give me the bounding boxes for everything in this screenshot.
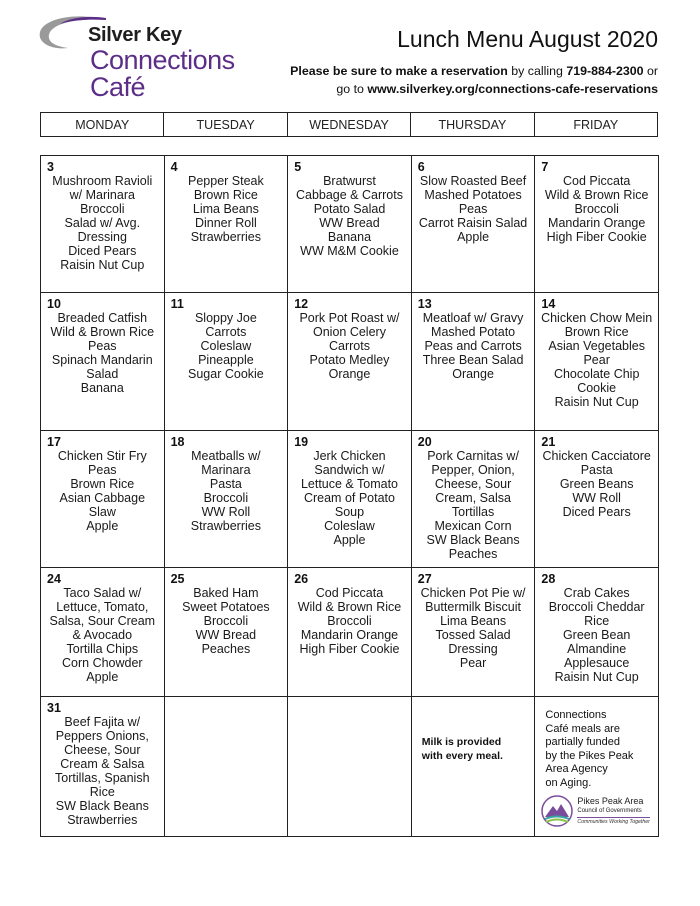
menu-item: Taco Salad w/ — [63, 586, 142, 600]
weekday-header — [40, 112, 658, 137]
menu-item: Cookie — [577, 381, 617, 395]
milk-note-cell — [412, 697, 536, 837]
menu-item: Pork Carnitas w/ — [427, 449, 519, 463]
menu-item: Sweet Potatoes — [182, 600, 270, 614]
ppacg-logo — [541, 793, 653, 831]
day-number: 20 — [417, 435, 432, 449]
empty-day-cell — [165, 697, 289, 837]
menu-item: Pear — [459, 656, 487, 670]
menu-item: Mushroom Ravioli — [52, 174, 153, 188]
menu-item: WW Bread — [195, 628, 257, 642]
day-number: 4 — [170, 160, 178, 174]
day-cell — [412, 293, 536, 431]
menu-item: Brown Rice — [193, 188, 258, 202]
menu-item: Dinner Roll — [194, 216, 257, 230]
menu-item: Cheese, Sour — [434, 477, 512, 491]
day-cell — [41, 293, 165, 431]
menu-item: Raisin Nut Cup — [554, 395, 639, 409]
menu-items — [168, 586, 285, 656]
day-number: 14 — [541, 297, 556, 311]
menu-item: Green Beans — [559, 477, 634, 491]
menu-item: Buttermilk Biscuit — [425, 600, 521, 614]
menu-item: Carrots — [328, 339, 370, 353]
menu-item: Jerk Chicken — [313, 449, 386, 463]
menu-item: Salad — [86, 367, 119, 381]
day-cell — [412, 431, 536, 568]
menu-item: Raisin Nut Cup — [60, 258, 145, 272]
logo-name-line1: Connections — [90, 45, 235, 75]
menu-item: Mandarin Orange — [548, 216, 646, 230]
menu-item: Pasta — [580, 463, 613, 477]
menu-item: Lima Beans — [192, 202, 259, 216]
menu-item: Spinach Mandarin — [51, 353, 153, 367]
day-number: 11 — [170, 297, 184, 311]
menu-item: Corn Chowder — [62, 656, 143, 670]
week-row — [41, 697, 659, 837]
menu-item: Chicken Cacciatore — [542, 449, 651, 463]
menu-item: Asian Cabbage — [59, 491, 146, 505]
funding-line: Area Agency — [545, 763, 608, 775]
menu-item: WW Bread — [319, 216, 380, 230]
menu-item: Peas — [88, 339, 117, 353]
weekday-friday: FRIDAY — [573, 118, 619, 132]
menu-item: WW M&M Cookie — [300, 244, 399, 258]
funding-line: on Aging. — [545, 776, 592, 789]
day-number: 27 — [417, 572, 432, 586]
menu-item: Wild & Brown Rice — [50, 325, 155, 339]
menu-item: Cream & Salsa — [60, 757, 145, 771]
menu-items — [415, 586, 532, 670]
day-cell — [535, 568, 659, 697]
menu-item: Orange — [328, 367, 371, 381]
funding-line: Connections — [545, 709, 607, 721]
menu-items — [538, 311, 655, 409]
ppacg-name: Pikes Peak Area — [577, 796, 644, 806]
menu-item: Tossed Salad — [435, 628, 511, 642]
funding-line: by the Pikes Peak — [545, 749, 634, 762]
day-cell — [412, 568, 536, 697]
menu-item: Beef Fajita w/ — [64, 715, 141, 729]
menu-item: High Fiber Cookie — [299, 642, 400, 656]
reservation-bold: Please be sure to make a reservation — [290, 64, 508, 78]
menu-item: Carrots — [205, 325, 247, 339]
menu-items — [538, 449, 655, 519]
menu-item: Diced Pears — [68, 244, 137, 258]
weekday-tuesday: TUESDAY — [164, 113, 287, 136]
day-cell — [165, 293, 289, 431]
menu-item: Coleslaw — [324, 519, 375, 533]
day-number: 31 — [47, 701, 61, 715]
silver-key-logo — [38, 14, 268, 100]
funding-line: partially funded — [545, 736, 620, 748]
menu-item: Cod Piccata — [315, 586, 384, 600]
day-number: 28 — [541, 572, 556, 586]
ppacg-subtitle: Council of Governments — [577, 808, 642, 814]
reservation-text3: go to — [336, 82, 368, 96]
menu-item: Brown Rice — [564, 325, 629, 339]
menu-item: Marinara — [201, 463, 251, 477]
menu-item: Meatloaf w/ Gravy — [422, 311, 524, 325]
day-cell — [288, 431, 412, 568]
milk-note-line: with every meal. — [421, 750, 503, 762]
day-cell — [288, 156, 412, 293]
menu-item: Chicken Pot Pie w/ — [420, 586, 526, 600]
menu-item: Peas — [458, 202, 488, 216]
menu-item: Cream, Salsa — [435, 491, 511, 505]
menu-items — [415, 311, 532, 381]
menu-items — [168, 311, 285, 381]
menu-item: Asian Vegetables — [548, 339, 645, 353]
menu-item: Broccoli — [327, 614, 372, 628]
day-number: 12 — [294, 297, 309, 311]
menu-item: Dressing — [448, 642, 498, 656]
menu-item: Baked Ham — [193, 586, 259, 600]
day-cell — [41, 697, 165, 837]
menu-item: & Avocado — [72, 628, 133, 642]
menu-item: Meatballs w/ — [191, 449, 261, 463]
menu-item: Bratwurst — [323, 174, 376, 188]
funding-note — [545, 709, 653, 790]
menu-item: Chocolate Chip — [553, 367, 640, 381]
menu-item: Salsa, Sour Cream — [49, 614, 156, 628]
day-number: 18 — [170, 435, 185, 449]
menu-items — [415, 449, 532, 561]
menu-item: Raisin Nut Cup — [554, 670, 639, 684]
menu-items — [291, 586, 408, 656]
menu-item: Diced Pears — [562, 505, 631, 519]
menu-item: Cream of Potato — [303, 491, 395, 505]
menu-item: Wild & Brown Rice — [544, 188, 649, 202]
menu-item: Chicken Stir Fry — [57, 449, 147, 463]
menu-item: Coleslaw — [200, 339, 252, 353]
ppacg-mountain-icon — [541, 795, 573, 827]
menu-items — [44, 715, 161, 827]
menu-item: Sandwich w/ — [314, 463, 385, 477]
day-number: 10 — [47, 297, 61, 311]
menu-item: Pasta — [209, 477, 242, 491]
menu-item: Pepper Steak — [188, 174, 264, 188]
reservation-text2: or — [643, 64, 658, 78]
menu-item: Slow Roasted Beef — [419, 174, 527, 188]
day-number: 24 — [47, 572, 61, 586]
menu-item: Crab Cakes — [563, 586, 630, 600]
day-number: 21 — [541, 435, 556, 449]
menu-item: Mandarin Orange — [300, 628, 399, 642]
day-cell — [41, 156, 165, 293]
menu-item: Strawberries — [190, 230, 261, 244]
menu-item: Sugar Cookie — [188, 367, 264, 381]
menu-item: Apple — [86, 519, 119, 533]
weekday-monday: MONDAY — [41, 113, 164, 136]
milk-note-line: Milk is provided — [421, 736, 502, 748]
menu-item: Banana — [327, 230, 372, 244]
day-cell — [41, 431, 165, 568]
menu-item: Three Bean Salad — [422, 353, 524, 367]
day-number: 5 — [294, 160, 302, 174]
menu-item: SW Black Beans — [426, 533, 520, 547]
menu-item: Apple — [333, 533, 366, 547]
day-number: 3 — [47, 160, 54, 174]
menu-item: Tortillas, Spanish — [55, 771, 150, 785]
menu-item: Broccoli — [203, 491, 249, 505]
menu-item: Pork Pot Roast w/ — [299, 311, 400, 325]
menu-item: Chicken Chow Mein — [541, 311, 653, 325]
menu-item: Brown Rice — [70, 477, 135, 491]
day-number: 25 — [170, 572, 185, 586]
menu-item: Orange — [452, 367, 494, 381]
menu-item: Cabbage & Carrots — [295, 188, 403, 202]
day-number: 7 — [541, 160, 549, 174]
menu-item: Dressing — [77, 230, 127, 244]
menu-item: Sloppy Joe — [194, 311, 257, 325]
menu-item: Carrot Raisin Salad — [418, 216, 528, 230]
day-cell — [41, 568, 165, 697]
menu-item: Apple — [86, 670, 119, 684]
menu-item: Lima Beans — [440, 614, 507, 628]
menu-items — [168, 174, 285, 244]
reservation-url[interactable]: www.silverkey.org/connections-cafe-reservations — [367, 82, 658, 96]
menu-item: Broccoli — [80, 202, 125, 216]
day-cell — [165, 431, 289, 568]
menu-item: Pineapple — [198, 353, 254, 367]
menu-item: Broccoli — [574, 202, 619, 216]
ppacg-tagline: Communities Working Together — [577, 819, 650, 825]
menu-item: Pepper, Onion, — [431, 463, 515, 477]
menu-items — [44, 174, 161, 272]
menu-item: Strawberries — [190, 519, 261, 533]
menu-item: Peaches — [201, 642, 251, 656]
menu-items — [291, 449, 408, 547]
funding-line: Café meals are — [545, 722, 620, 735]
menu-item: Tortillas — [451, 505, 495, 519]
menu-item: Apple — [457, 230, 490, 244]
menu-item: Broccoli — [203, 614, 249, 628]
menu-items — [168, 449, 285, 533]
day-cell — [288, 293, 412, 431]
phone-number: 719-884-2300 — [566, 64, 644, 78]
menu-items — [291, 174, 408, 258]
menu-item: Pear — [583, 353, 610, 367]
menu-item: WW Roll — [572, 491, 621, 505]
menu-item: Mashed Potatoes — [424, 188, 522, 202]
menu-items — [538, 586, 655, 684]
menu-item: Applesauce — [564, 656, 630, 670]
day-cell — [165, 156, 289, 293]
week-row — [41, 293, 659, 431]
day-number: 13 — [417, 297, 432, 311]
menu-item: Potato Medley — [309, 353, 390, 367]
menu-item: w/ Marinara — [69, 188, 135, 202]
menu-item: Almandine — [567, 642, 627, 656]
menu-item: Mashed Potato — [431, 325, 516, 339]
menu-item: Banana — [80, 381, 124, 395]
week-row — [41, 431, 659, 568]
menu-items — [291, 311, 408, 381]
menu-item: Mexican Corn — [434, 519, 512, 533]
menu-item: Cod Piccata — [562, 174, 631, 188]
menu-item: Soup — [334, 505, 365, 519]
menu-item: Rice — [584, 614, 610, 628]
menu-items — [44, 586, 161, 684]
logo-name-top: Silver Key — [88, 24, 182, 46]
day-cell — [412, 156, 536, 293]
empty-day-cell — [288, 697, 412, 837]
day-cell — [535, 293, 659, 431]
menu-item: Onion Celery — [313, 325, 386, 339]
menu-item: Wild & Brown Rice — [297, 600, 402, 614]
reservation-note — [238, 62, 658, 98]
menu-item: SW Black Beans — [55, 799, 149, 813]
menu-items — [44, 311, 161, 395]
day-cell — [535, 156, 659, 293]
reservation-text1: by calling — [507, 64, 567, 78]
menu-items — [415, 174, 532, 244]
day-cell — [288, 568, 412, 697]
menu-item: Salad w/ Avg. — [64, 216, 141, 230]
day-number: 19 — [294, 435, 309, 449]
menu-item: Cheese, Sour — [64, 743, 141, 757]
week-row — [41, 156, 659, 293]
menu-items — [538, 174, 655, 244]
menu-item: Breaded Catfish — [57, 311, 148, 325]
day-cell — [165, 568, 289, 697]
menu-item: Potato Salad — [313, 202, 386, 216]
weekday-thursday: THURSDAY — [411, 113, 534, 136]
menu-item: Lettuce, Tomato, — [56, 600, 149, 614]
menu-item: Peaches — [448, 547, 498, 561]
menu-item: Tortilla Chips — [66, 642, 139, 656]
menu-item: Rice — [89, 785, 115, 799]
logo-name-line2: Café — [90, 72, 146, 102]
page-title: Lunch Menu August 2020 — [397, 26, 658, 52]
menu-item: Peppers Onions, — [55, 729, 149, 743]
day-number: 6 — [417, 160, 425, 174]
menu-item: Peas and Carrots — [424, 339, 522, 353]
menu-calendar — [40, 155, 659, 837]
menu-item: Lettuce & Tomato — [300, 477, 399, 491]
menu-item: Strawberries — [67, 813, 138, 827]
weekday-wednesday: WEDNESDAY — [288, 113, 411, 136]
menu-item: High Fiber Cookie — [546, 230, 647, 244]
day-cell — [535, 431, 659, 568]
menu-items — [44, 449, 161, 533]
menu-item: Slaw — [88, 505, 116, 519]
menu-item: WW Roll — [201, 505, 251, 519]
menu-item: Green Bean — [562, 628, 631, 642]
day-number: 17 — [47, 435, 61, 449]
funding-note-cell — [535, 697, 659, 837]
milk-note — [422, 735, 522, 763]
menu-item: Peas — [88, 463, 117, 477]
day-number: 26 — [294, 572, 309, 586]
week-row — [41, 568, 659, 697]
menu-item: Broccoli Cheddar — [548, 600, 645, 614]
